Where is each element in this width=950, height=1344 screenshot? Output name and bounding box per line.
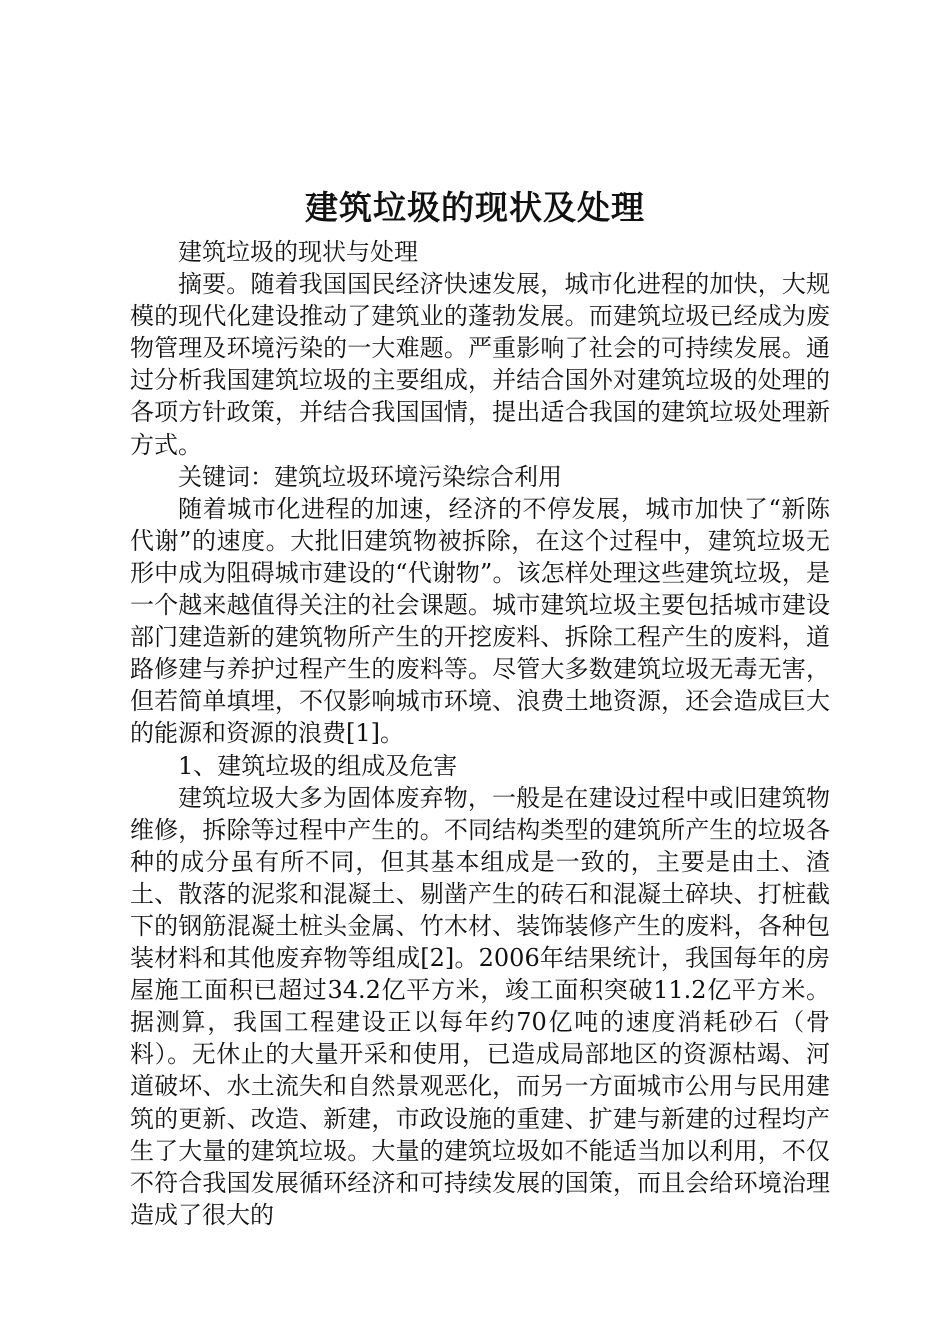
document-body: [130, 236, 830, 1231]
document-title: 建筑垃圾的现状及处理: [305, 188, 645, 227]
subtitle-paragraph: 建筑垃圾的现状与处理: [178, 238, 418, 266]
abstract-paragraph: 摘要。随着我国国民经济快速发展，城市化进程的加快，大规模的现代化建设推动了建筑业的蓬勃发展。而建筑垃圾已经成为废物管理及环境污染的一大难题。严重影响了社会的可持续发展。通过分析我国建筑垃圾的主要组成，并结合国外对建筑垃圾的处理的各项方针政策，并结合我国国情，提出适合我国的建筑垃圾处理新方式。: [130, 270, 830, 459]
intro-paragraph: 随着城市化进程的加速，经济的不停发展，城市加快了“新陈代谢”的速度。大批旧建筑物被拆除，在这个过程中，建筑垃圾无形中成为阻碍城市建设的“代谢物”。该怎样处理这些建筑垃圾，是一个越来越值得关注的社会课题。城市建筑垃圾主要包括城市建设部门建造新的建筑物所产生的开挖废料、拆除工程产生的废料，道路修建与养护过程产生的废料等。尽管大多数建筑垃圾无毒无害，但若简单填埋，不仅影响城市环境、浪费土地资源，还会造成巨大的能源和资源的浪费[1]。: [130, 494, 830, 748]
section-paragraph: 建筑垃圾大多为固体废弃物，一般是在建设过程中或旧建筑物维修，拆除等过程中产生的。不同结构类型的建筑所产生的垃圾各种的成分虽有所不同，但其基本组成是一致的，主要是由土、渣土、散落的泥浆和混凝土、剔凿产生的砖石和混凝土碎块、打桩截下的钢筋混凝土桩头金属、竹木材、装饰装修产生的废料，各种包装材料和其他废弃物等组成[2]。2006年结果统计，我国每年的房屋施工面积已超过34.2亿平方米，竣工面积突破11.2亿平方米。据测算，我国工程建设正以每年约70亿吨的速度消耗砂石（骨料）。无休止的大量开采和使用，已造成局部地区的资源枯竭、河道破坏、水土流失和自然景观恶化，而另一方面城市公用与民用建筑的更新、改造、新建，市政设施的重建、扩建与新建的过程均产生了大量的建筑垃圾。大量的建筑垃圾如不能适当加以利用，不仅不符合我国发展循环经济和可持续发展的国策，而且会给环境治理造成了很大的: [130, 783, 830, 1229]
keywords-paragraph: 关键词：建筑垃圾环境污染综合利用: [178, 462, 562, 491]
section-heading: 1、建筑垃圾的组成及危害: [178, 751, 458, 780]
